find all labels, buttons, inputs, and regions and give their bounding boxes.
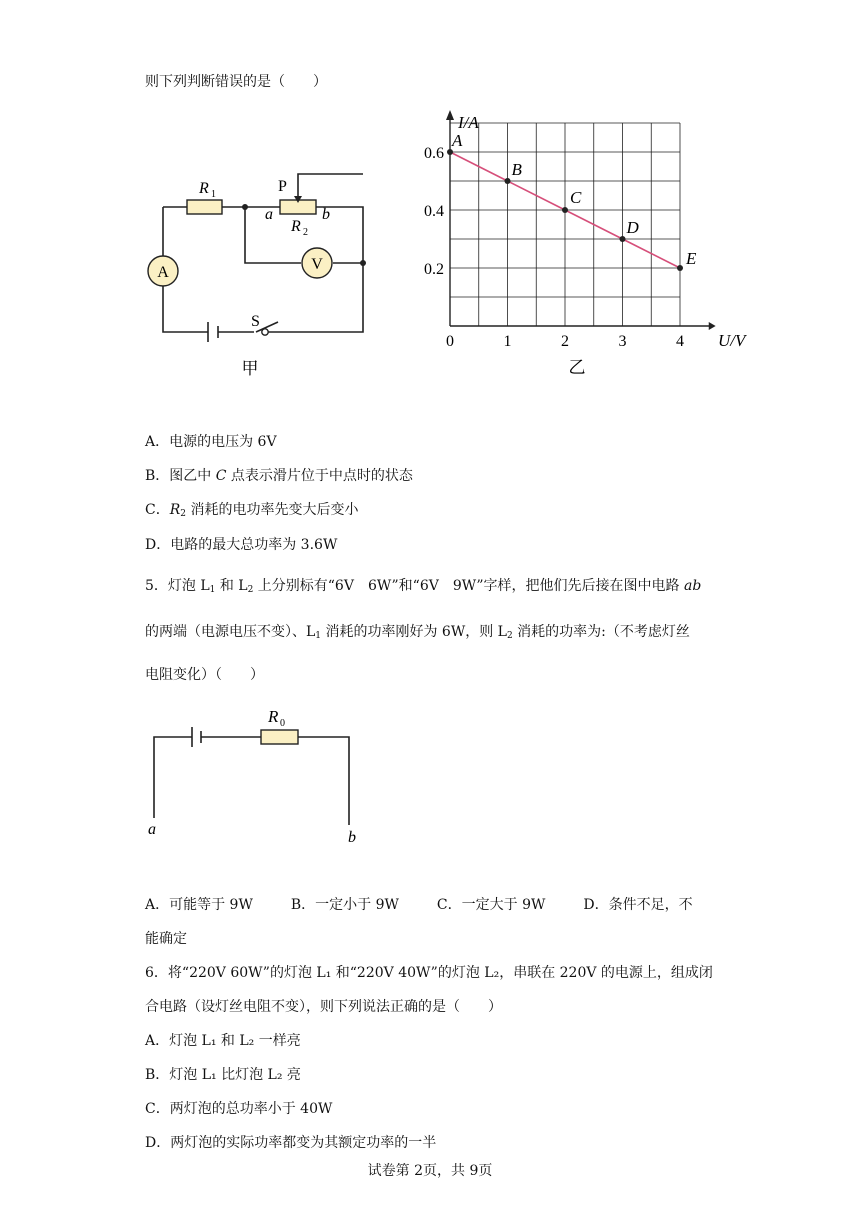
x-axis-arrow-icon [709,322,716,330]
junction-dot [360,260,366,266]
q6-option-c: C．两灯泡的总功率小于 40W [145,1101,333,1117]
label-p: P [278,178,287,195]
label-r2: R [291,218,301,235]
data-point [505,178,511,184]
q4-option-c: C．$R_2$ 消耗的电功率先变大后变小 [145,502,359,519]
point-label: E [686,249,697,268]
data-point [677,265,683,271]
x-tick-label: 4 [676,333,684,350]
q5-line-3: 电阻变化）（ ） [145,667,264,683]
q6-line-1: 6．将“220V 60W”的灯泡 L₁ 和“220V 40W”的灯泡 L₂，串联在 220V 的电源上，组成闭 [145,965,713,981]
label-a: a [265,206,273,223]
q6-line-2: 合电路（设灯丝电阻不变），则下列说法正确的是（ ） [145,999,502,1015]
y-tick-label: 0.2 [424,261,444,278]
label-r0-sub: 0 [280,718,285,729]
q6-option-d: D．两灯泡的实际功率都变为其额定功率的一半 [145,1135,437,1151]
terminal-b: b [348,829,356,846]
q5-option-b: B．一定小于 9W [290,897,399,913]
x-tick-label: 0 [446,333,454,350]
data-point [562,207,568,213]
terminal-a: a [148,821,156,838]
iu-graph-yi [410,108,746,383]
q5-option-a: A．可能等于 9W [145,897,253,913]
y-tick-label: 0.4 [424,203,444,220]
q5-line-2: 的两端（电源电压不变）、$L_1$ 消耗的功率刚好为 6W，则 $L_2$ 消耗的功率为:（不考虑灯丝 [145,624,690,641]
circuit-diagram-jia [140,160,380,380]
x-tick-label: 2 [561,333,569,350]
q4-option-d: D．电路的最大总功率为 3.6W [145,537,338,553]
q6-option-a: A．灯泡 L₁ 和 L₂ 一样亮 [145,1033,301,1049]
label-r1-sub: 1 [211,189,216,200]
q5-option-c: C．一定大于 9W [436,897,546,913]
label-s: S [251,313,260,330]
resistor-r1 [187,200,222,214]
label-r2-sub: 2 [303,227,308,238]
q5-option-d: D．条件不足，不 [583,897,693,913]
label-r1: R [199,180,209,197]
q6-option-b: B．灯泡 L₁ 比灯泡 L₂ 亮 [145,1067,301,1083]
svg-text:A: A [157,264,169,281]
circuit-diagram-q5 [140,700,380,850]
point-label: A [452,131,463,150]
question-intro: 则下列判断错误的是（ ） [145,74,327,90]
caption-yi: 乙 [568,358,586,377]
q5-line-1: 5．灯泡 $L_1$ 和 $L_2$ 上分别标有“6V 6W”和“6V 9W”字样，把他们先后接在图中电路 ab [145,578,702,595]
x-axis-label: U/V [718,331,746,350]
x-tick-label: 1 [503,333,512,350]
switch-contact [262,329,268,335]
x-tick-label: 3 [618,333,627,350]
q5-options-row [145,895,693,915]
y-axis-arrow-icon [446,110,454,120]
page-footer: 试卷第 2页，共 9页 [367,1163,493,1179]
resistor-r0 [261,730,298,744]
junction-dot [242,204,248,210]
label-r0: R [268,707,279,726]
graph-grid [450,123,680,326]
label-b: b [322,206,330,223]
point-label: D [626,218,639,237]
point-label: B [511,160,522,179]
ammeter [148,256,178,286]
y-axis-label: I/A [458,113,479,132]
q5-option-d-cont: 能确定 [145,931,187,947]
data-point [620,236,626,242]
q4-option-a: A．电源的电压为 6V [145,434,277,450]
point-label: C [570,188,582,207]
q4-option-b: B．图乙中 C 点表示滑片位于中点时的状态 [145,468,413,484]
svg-text:V: V [311,256,323,273]
y-tick-label: 0.6 [424,145,444,162]
graph-ticks [424,145,684,350]
voltmeter [302,248,332,278]
caption-jia: 甲 [241,359,259,378]
